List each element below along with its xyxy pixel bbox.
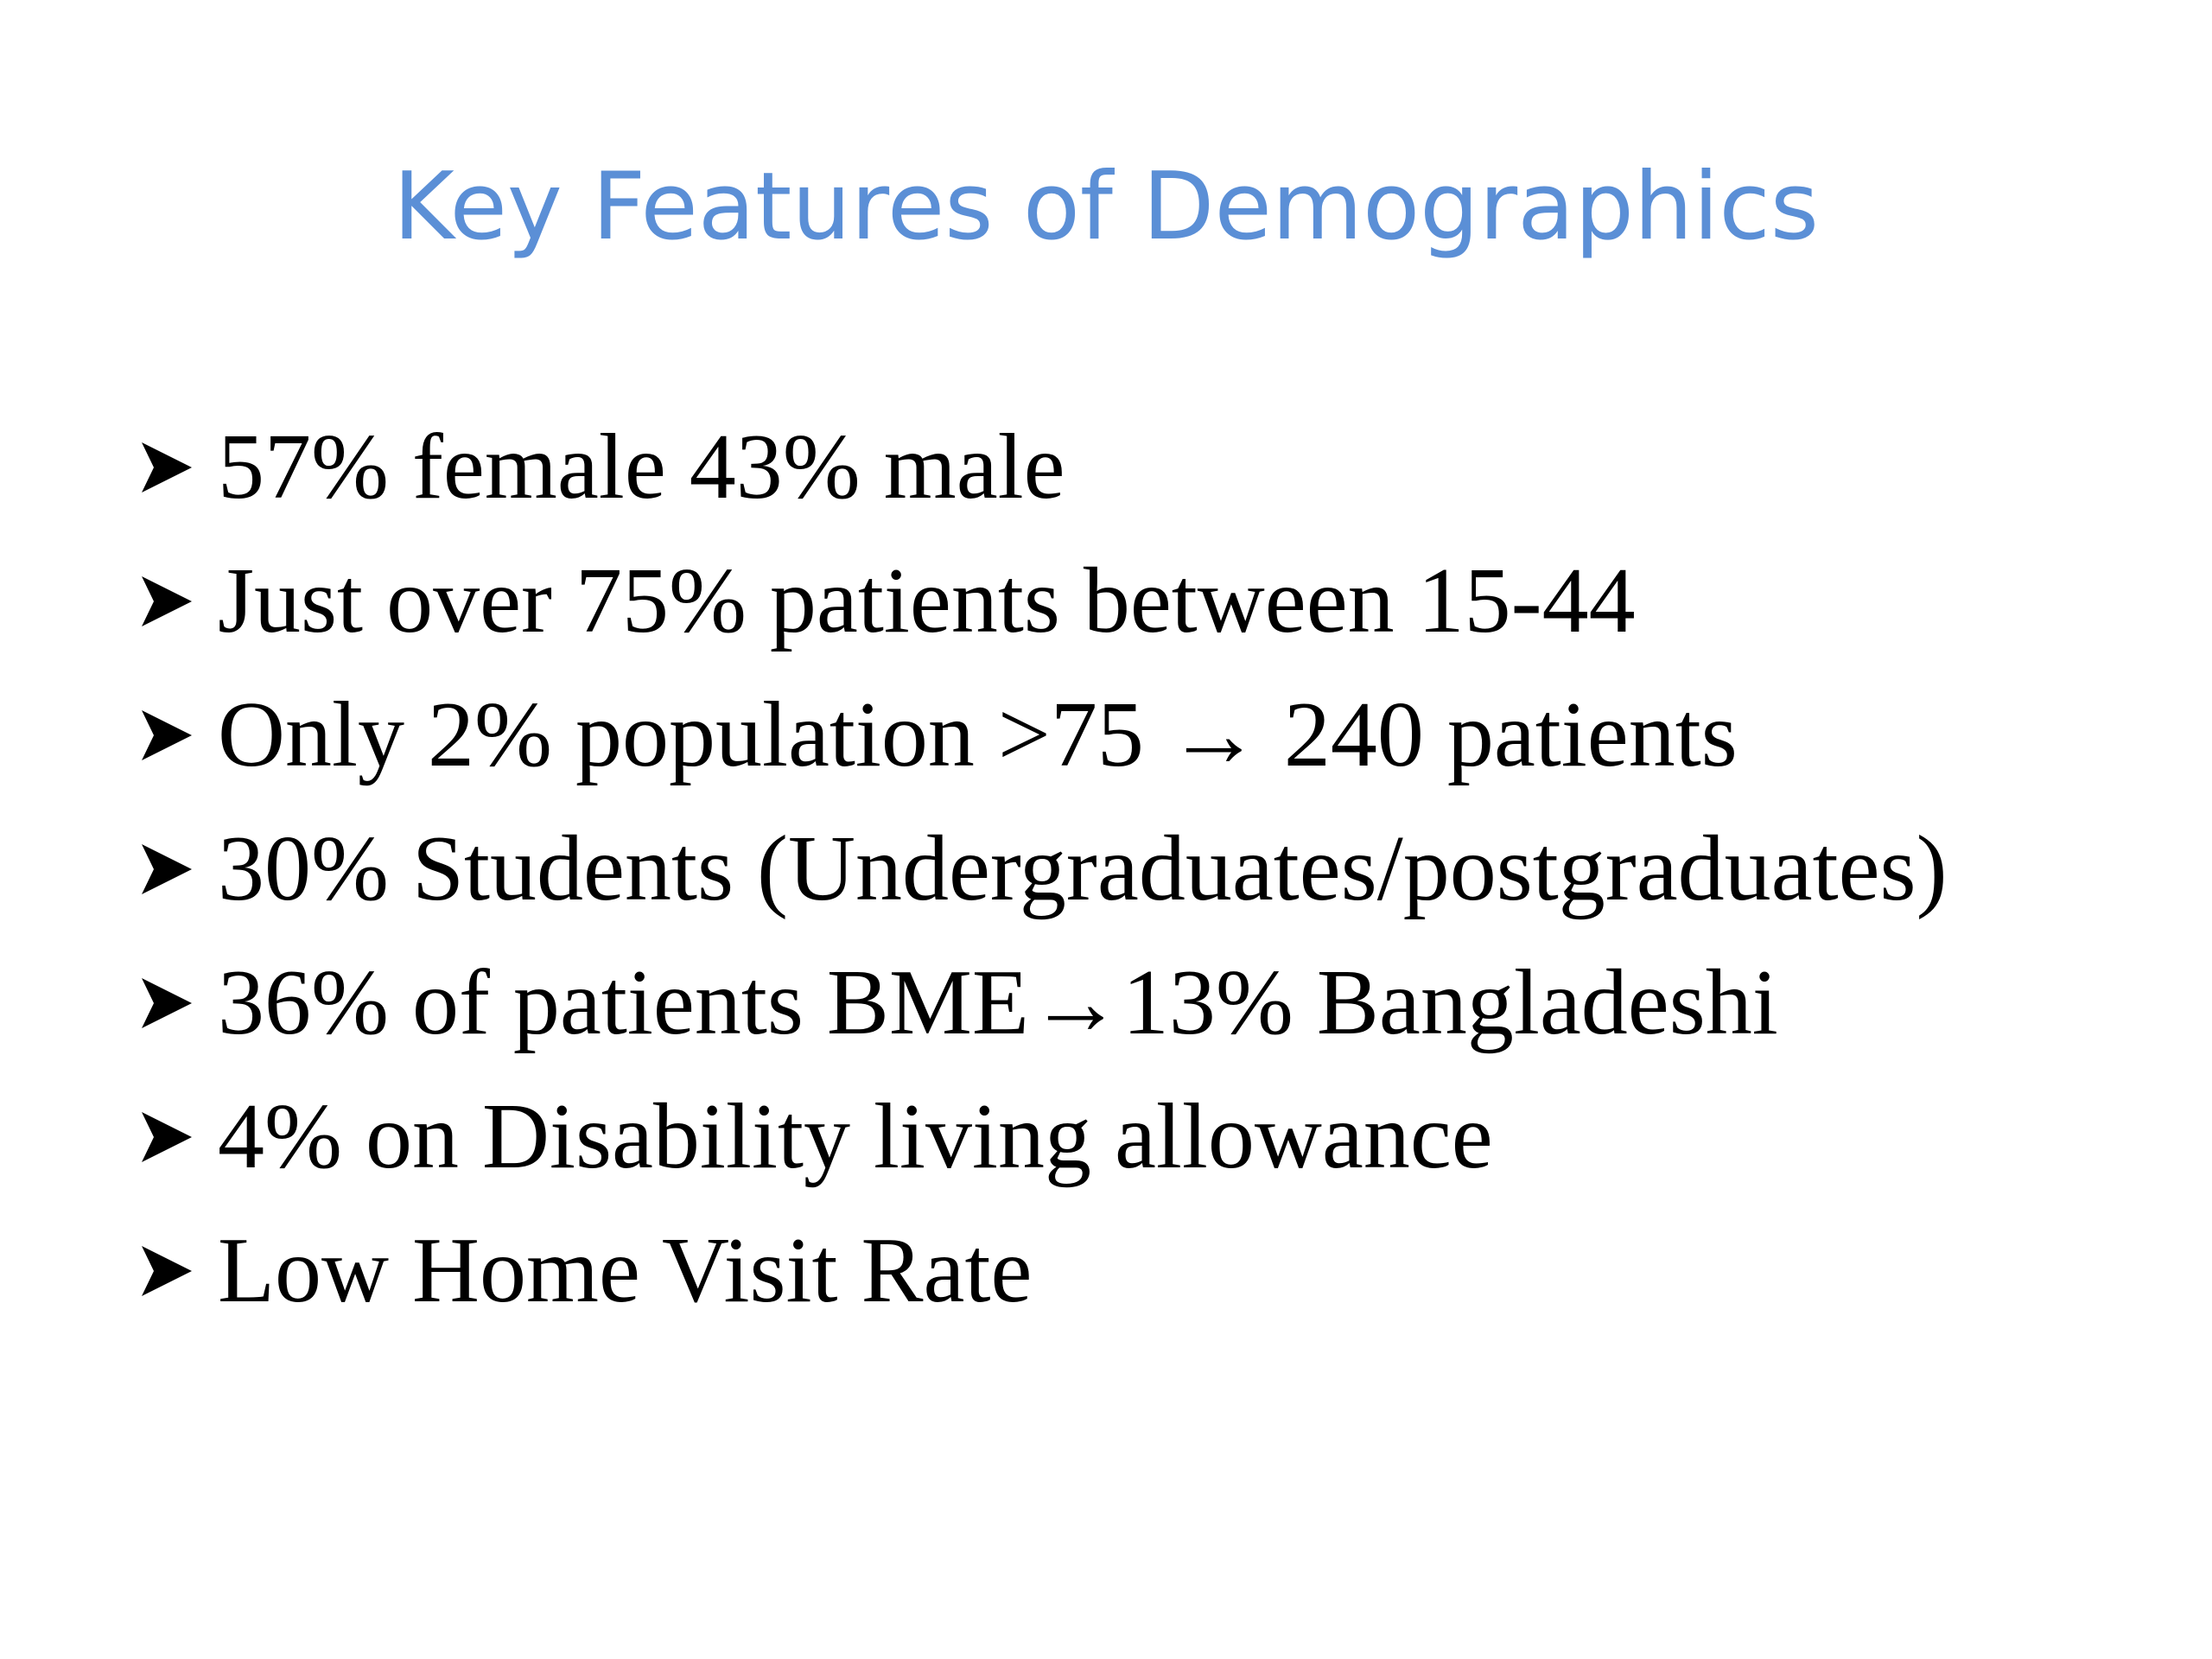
arrowhead-bullet-icon <box>138 707 218 764</box>
bullet-text: 36% of patients BME→13% Bangladeshi <box>218 950 1778 1054</box>
arrowhead-bullet-icon <box>138 975 218 1032</box>
slide-title: Key Features of Demographics <box>393 153 1819 261</box>
bullet-text: Low Home Visit Rate <box>218 1218 1033 1322</box>
bullet-text: Just over 75% patients between 15-44 <box>218 549 1636 652</box>
list-item <box>138 400 1948 534</box>
bullet-list <box>138 400 1948 1338</box>
list-item <box>138 802 1948 936</box>
arrowhead-bullet-icon <box>138 573 218 630</box>
list-item <box>138 534 1948 668</box>
bullet-text: 30% Students (Undergraduates/postgraduates) <box>218 817 1948 920</box>
bullet-text: 4% on Disability living allowance <box>218 1084 1493 1188</box>
list-item <box>138 1070 1948 1204</box>
bullet-text: 57% female 43% male <box>218 415 1065 518</box>
bullet-text: Only 2% population >75 → 240 patients <box>218 683 1738 786</box>
arrowhead-bullet-icon <box>138 439 218 496</box>
list-item <box>138 668 1948 802</box>
arrowhead-bullet-icon <box>138 1109 218 1166</box>
arrowhead-bullet-icon <box>138 841 218 898</box>
arrowhead-bullet-icon <box>138 1243 218 1300</box>
list-item <box>138 936 1948 1070</box>
list-item <box>138 1204 1948 1338</box>
